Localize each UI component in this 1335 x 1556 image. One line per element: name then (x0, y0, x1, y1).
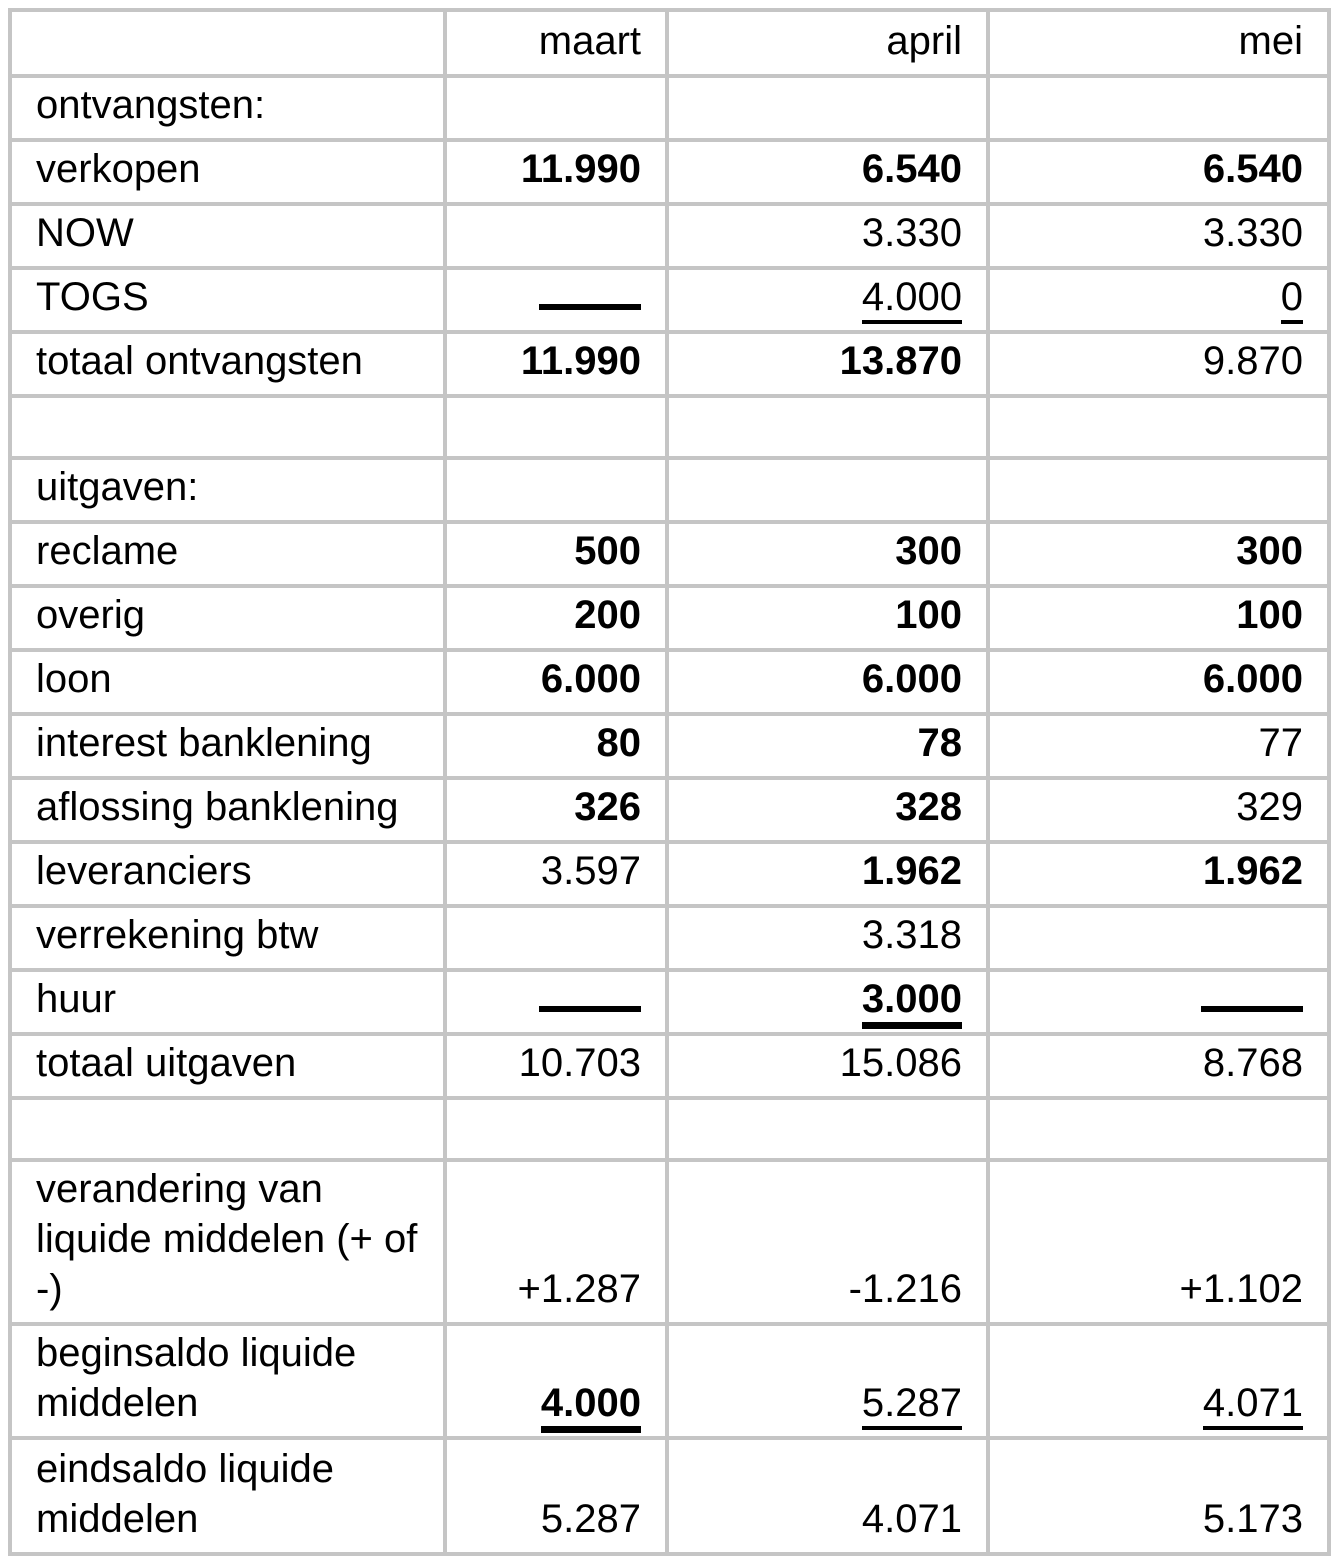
value-togs-april: 4.000 (862, 275, 962, 324)
header-row (10, 10, 1329, 76)
cell-huur-maart (445, 970, 667, 1034)
table-row-huur (10, 970, 1329, 1034)
row-label-togs: TOGS (10, 268, 445, 332)
table-row-spacer-1 (10, 396, 1329, 458)
cell-togs-april (667, 268, 988, 332)
value-verkopen-maart: 11.990 (520, 147, 641, 191)
row-label-ontvangsten-header: ontvangsten: (10, 76, 445, 140)
header-col-mei: mei (988, 10, 1329, 76)
value-totaal-ontvangsten-mei: 9.870 (1202, 339, 1303, 383)
value-loon-mei: 6.000 (1202, 657, 1303, 701)
row-label-spacer-1 (10, 396, 445, 458)
value-interest-banklening-april: 78 (917, 721, 962, 765)
table-row-reclame (10, 522, 1329, 586)
cell-uitgaven-header-april (667, 458, 988, 522)
value-totaal-ontvangsten-april: 13.870 (839, 339, 962, 383)
cell-totaal-ontvangsten-mei (988, 332, 1329, 396)
cell-ontvangsten-header-mei (988, 76, 1329, 140)
cell-overig-mei (988, 586, 1329, 650)
value-eindsaldo-liquide-middelen-april: 4.071 (861, 1497, 962, 1541)
header-col-april: april (667, 10, 988, 76)
cell-now-maart (445, 204, 667, 268)
value-beginsaldo-liquide-middelen-maart: 4.000 (541, 1381, 641, 1433)
value-aflossing-banklening-mei: 329 (1236, 785, 1303, 829)
cell-loon-mei (988, 650, 1329, 714)
row-label-verandering-liquide-middelen: verandering van liquide middelen (+ of -) (10, 1160, 445, 1324)
value-verandering-liquide-middelen-maart: +1.287 (517, 1267, 641, 1311)
cell-aflossing-banklening-maart (445, 778, 667, 842)
cell-verkopen-april (667, 140, 988, 204)
value-overig-mei: 100 (1236, 593, 1303, 637)
cell-totaal-uitgaven-maart (445, 1034, 667, 1098)
blank-underline-togs-maart (539, 302, 641, 310)
table-row-totaal-uitgaven (10, 1034, 1329, 1098)
table-row-overig (10, 586, 1329, 650)
cell-verkopen-mei (988, 140, 1329, 204)
value-aflossing-banklening-maart: 326 (574, 785, 641, 829)
cell-interest-banklening-maart (445, 714, 667, 778)
value-reclame-april: 300 (895, 529, 962, 573)
cell-spacer-2-mei (988, 1098, 1329, 1160)
row-label-reclame: reclame (10, 522, 445, 586)
cash-flow-budget-table (8, 8, 1331, 1556)
table-row-ontvangsten-header (10, 76, 1329, 140)
row-label-uitgaven-header: uitgaven: (10, 458, 445, 522)
value-togs-mei: 0 (1281, 275, 1303, 324)
cell-interest-banklening-april (667, 714, 988, 778)
cell-now-mei (988, 204, 1329, 268)
cell-huur-april (667, 970, 988, 1034)
value-leveranciers-maart: 3.597 (540, 849, 641, 893)
table-row-aflossing-banklening (10, 778, 1329, 842)
cell-beginsaldo-liquide-middelen-mei (988, 1324, 1329, 1438)
cell-loon-april (667, 650, 988, 714)
cell-verkopen-maart (445, 140, 667, 204)
blank-underline-huur-mei (1201, 1004, 1303, 1012)
row-label-loon: loon (10, 650, 445, 714)
row-label-aflossing-banklening: aflossing banklening (10, 778, 445, 842)
header-corner-cell (10, 10, 445, 76)
cell-loon-maart (445, 650, 667, 714)
table-row-spacer-2 (10, 1098, 1329, 1160)
row-label-totaal-uitgaven: totaal uitgaven (10, 1034, 445, 1098)
cell-huur-mei (988, 970, 1329, 1034)
row-label-huur: huur (10, 970, 445, 1034)
value-totaal-ontvangsten-maart: 11.990 (520, 339, 641, 383)
table-row-verrekening-btw (10, 906, 1329, 970)
cell-totaal-uitgaven-mei (988, 1034, 1329, 1098)
value-totaal-uitgaven-mei: 8.768 (1202, 1041, 1303, 1085)
cell-interest-banklening-mei (988, 714, 1329, 778)
row-label-eindsaldo-liquide-middelen: eindsaldo liquide middelen (10, 1438, 445, 1554)
cell-now-april (667, 204, 988, 268)
cell-togs-maart (445, 268, 667, 332)
cell-ontvangsten-header-maart (445, 76, 667, 140)
cell-eindsaldo-liquide-middelen-april (667, 1438, 988, 1554)
row-label-interest-banklening: interest banklening (10, 714, 445, 778)
value-eindsaldo-liquide-middelen-maart: 5.287 (540, 1497, 641, 1541)
value-reclame-mei: 300 (1236, 529, 1303, 573)
cell-spacer-2-maart (445, 1098, 667, 1160)
value-interest-banklening-mei: 77 (1258, 721, 1303, 765)
value-eindsaldo-liquide-middelen-mei: 5.173 (1202, 1497, 1303, 1541)
cell-verandering-liquide-middelen-april (667, 1160, 988, 1324)
cell-overig-maart (445, 586, 667, 650)
value-loon-april: 6.000 (861, 657, 962, 701)
cell-totaal-ontvangsten-april (667, 332, 988, 396)
row-label-spacer-2 (10, 1098, 445, 1160)
table-row-togs (10, 268, 1329, 332)
value-beginsaldo-liquide-middelen-mei: 4.071 (1203, 1381, 1303, 1430)
row-label-totaal-ontvangsten: totaal ontvangsten (10, 332, 445, 396)
value-overig-april: 100 (895, 593, 962, 637)
cell-verrekening-btw-mei (988, 906, 1329, 970)
cell-beginsaldo-liquide-middelen-maart (445, 1324, 667, 1438)
cell-aflossing-banklening-april (667, 778, 988, 842)
table-header (10, 10, 1329, 76)
row-label-leveranciers: leveranciers (10, 842, 445, 906)
cell-reclame-mei (988, 522, 1329, 586)
value-huur-april: 3.000 (862, 977, 962, 1029)
cell-reclame-maart (445, 522, 667, 586)
table-row-beginsaldo-liquide-middelen (10, 1324, 1329, 1438)
table-row-verkopen (10, 140, 1329, 204)
blank-underline-huur-maart (539, 1004, 641, 1012)
cell-leveranciers-maart (445, 842, 667, 906)
cell-leveranciers-mei (988, 842, 1329, 906)
header-col-maart: maart (445, 10, 667, 76)
cell-eindsaldo-liquide-middelen-maart (445, 1438, 667, 1554)
cell-spacer-1-maart (445, 396, 667, 458)
cell-ontvangsten-header-april (667, 76, 988, 140)
cell-totaal-uitgaven-april (667, 1034, 988, 1098)
value-interest-banklening-maart: 80 (596, 721, 641, 765)
value-verkopen-mei: 6.540 (1202, 147, 1303, 191)
table-row-leveranciers (10, 842, 1329, 906)
cell-eindsaldo-liquide-middelen-mei (988, 1438, 1329, 1554)
value-verandering-liquide-middelen-april: -1.216 (848, 1267, 962, 1311)
cell-totaal-ontvangsten-maart (445, 332, 667, 396)
row-label-verrekening-btw: verrekening btw (10, 906, 445, 970)
row-label-now: NOW (10, 204, 445, 268)
table-row-loon (10, 650, 1329, 714)
cell-verrekening-btw-maart (445, 906, 667, 970)
row-label-overig: overig (10, 586, 445, 650)
cell-uitgaven-header-mei (988, 458, 1329, 522)
cell-overig-april (667, 586, 988, 650)
table-row-verandering-liquide-middelen (10, 1160, 1329, 1324)
table-row-interest-banklening (10, 714, 1329, 778)
value-beginsaldo-liquide-middelen-april: 5.287 (862, 1381, 962, 1430)
cell-aflossing-banklening-mei (988, 778, 1329, 842)
value-overig-maart: 200 (574, 593, 641, 637)
table-body (10, 76, 1329, 1554)
cell-togs-mei (988, 268, 1329, 332)
value-totaal-uitgaven-april: 15.086 (839, 1041, 962, 1085)
value-verkopen-april: 6.540 (861, 147, 962, 191)
cell-spacer-1-april (667, 396, 988, 458)
cell-spacer-1-mei (988, 396, 1329, 458)
value-totaal-uitgaven-maart: 10.703 (518, 1041, 641, 1085)
value-loon-maart: 6.000 (540, 657, 641, 701)
row-label-beginsaldo-liquide-middelen: beginsaldo liquide middelen (10, 1324, 445, 1438)
table-row-totaal-ontvangsten (10, 332, 1329, 396)
row-label-verkopen: verkopen (10, 140, 445, 204)
value-verrekening-btw-april: 3.318 (861, 913, 962, 957)
table-row-now (10, 204, 1329, 268)
value-now-mei: 3.330 (1202, 211, 1303, 255)
value-leveranciers-april: 1.962 (861, 849, 962, 893)
cell-leveranciers-april (667, 842, 988, 906)
value-reclame-maart: 500 (574, 529, 641, 573)
table-row-eindsaldo-liquide-middelen (10, 1438, 1329, 1554)
value-leveranciers-mei: 1.962 (1202, 849, 1303, 893)
cell-verrekening-btw-april (667, 906, 988, 970)
cell-verandering-liquide-middelen-maart (445, 1160, 667, 1324)
cell-reclame-april (667, 522, 988, 586)
value-aflossing-banklening-april: 328 (895, 785, 962, 829)
cell-spacer-2-april (667, 1098, 988, 1160)
cell-beginsaldo-liquide-middelen-april (667, 1324, 988, 1438)
value-now-april: 3.330 (861, 211, 962, 255)
cell-uitgaven-header-maart (445, 458, 667, 522)
table-row-uitgaven-header (10, 458, 1329, 522)
value-verandering-liquide-middelen-mei: +1.102 (1179, 1267, 1303, 1311)
cell-verandering-liquide-middelen-mei (988, 1160, 1329, 1324)
